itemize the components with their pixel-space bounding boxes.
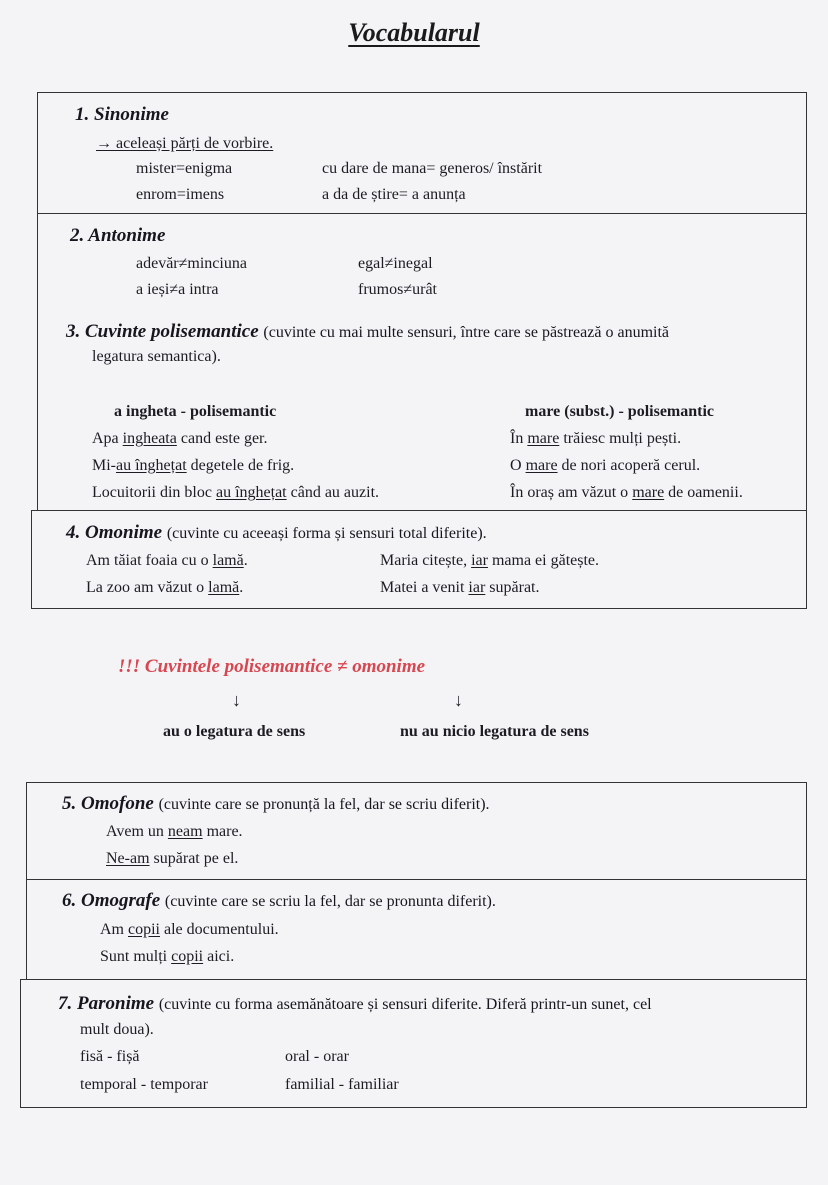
heading-omonime	[66, 522, 487, 544]
omofone-desc: (cuvinte care se pronunță la fel, dar se scriu diferit).	[158, 796, 490, 813]
antonime-example: a ieși≠a intra	[136, 281, 219, 298]
heading-paronime	[58, 993, 652, 1015]
note-right: nu au nicio legatura de sens	[400, 723, 589, 740]
omografe-desc: (cuvinte care se scriu la fel, dar se pronunta diferit).	[164, 893, 496, 910]
omonime-title: 4. Omonime	[66, 522, 163, 543]
polisemantic-left-example: Locuitorii din bloc au înghețat când au auzit.	[92, 484, 380, 501]
paronime-example: familial - familiar	[285, 1076, 399, 1093]
omonime-desc: (cuvinte cu aceeași forma și sensuri total diferite).	[166, 525, 487, 542]
omonime-example: Am tăiat foaia cu o lamă.	[86, 552, 248, 569]
omofone-title: 5. Omofone	[62, 793, 154, 814]
heading-omofone	[62, 793, 490, 815]
omografe-example: Sunt mulți copii aici.	[100, 948, 235, 965]
sinonime-example: mister=enigma	[136, 160, 233, 177]
antonime-example: adevăr≠minciuna	[136, 255, 247, 272]
heading-antonime: 2. Antonime	[70, 225, 166, 246]
note-left: au o legatura de sens	[163, 723, 306, 740]
paronime-title: 7. Paronime	[58, 993, 155, 1014]
polisemantice-desc-cont: legatura semantica).	[92, 348, 221, 365]
polisemantice-omonime-note: !!! Cuvintele polisemantice ≠ omonime	[118, 656, 426, 677]
polisemantic-left-example: Mi-au înghețat degetele de frig.	[92, 457, 295, 474]
antonime-example: egal≠inegal	[358, 255, 433, 272]
heading-sinonime: 1. Sinonime	[75, 104, 169, 125]
omofone-example: Avem un neam mare.	[106, 823, 243, 840]
polisemantic-left-title: a ingheta - polisemantic	[114, 403, 277, 420]
omonime-example: Maria citește, iar mama ei gătește.	[380, 552, 600, 569]
polisemantic-left-example: Apa ingheata cand este ger.	[92, 430, 268, 447]
polisemantice-desc: (cuvinte cu mai multe sensuri, între care se păstrează o anumită	[263, 324, 669, 341]
omonime-example: Matei a venit iar supărat.	[380, 579, 540, 596]
polisemantic-right-example: O mare de nori acoperă cerul.	[510, 457, 701, 474]
paronime-example: temporal - temporar	[80, 1076, 208, 1093]
sinonime-note: → aceleași părți de vorbire.	[96, 135, 274, 152]
sinonime-example: a da de știre= a anunța	[322, 186, 466, 203]
sinonime-example: enrom=imens	[136, 186, 225, 203]
heading-omografe	[62, 890, 496, 912]
arrow-down-icon: ↓	[454, 690, 463, 710]
polisemantic-right-title: mare (subst.) - polisemantic	[525, 403, 715, 420]
page-title: Vocabularul	[348, 18, 480, 47]
omografe-example: Am copii ale documentului.	[100, 921, 279, 938]
paronime-example: oral - orar	[285, 1048, 349, 1065]
omonime-example: La zoo am văzut o lamă.	[86, 579, 244, 596]
paronime-example: fisă - fișă	[80, 1048, 140, 1065]
polisemantic-right-example: În mare trăiesc mulți pești.	[510, 430, 682, 447]
omografe-title: 6. Omografe	[62, 890, 161, 911]
polisemantice-title: 3. Cuvinte polisemantice	[66, 321, 259, 342]
heading-polisemantice	[66, 321, 669, 343]
omofone-example: Ne-am supărat pe el.	[106, 850, 239, 867]
paronime-desc-cont: mult doua).	[80, 1021, 154, 1038]
arrow-down-icon: ↓	[232, 690, 241, 710]
sinonime-example: cu dare de mana= generos/ înstărit	[322, 160, 543, 177]
antonime-example: frumos≠urât	[358, 281, 437, 298]
polisemantic-right-example: În oraș am văzut o mare de oamenii.	[510, 484, 743, 501]
paronime-desc: (cuvinte cu forma asemănătoare și sensuri diferite. Diferă printr-un sunet, cel	[158, 996, 652, 1013]
